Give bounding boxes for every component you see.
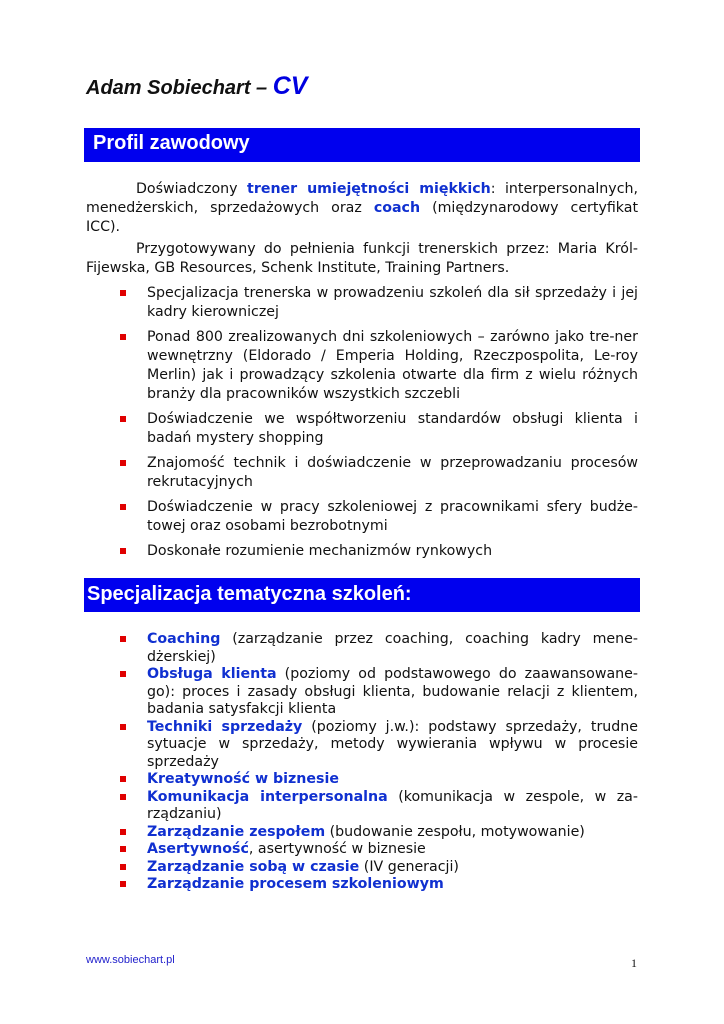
specialization-item xyxy=(118,789,638,824)
bullet-square-icon xyxy=(120,504,126,510)
specialization-title: Zarządzanie sobą w czasie xyxy=(147,858,360,875)
specialization-item xyxy=(118,719,638,772)
intro-text: Doświadczony xyxy=(136,181,248,197)
specialization-item xyxy=(118,859,638,877)
profile-bullet-item xyxy=(118,284,638,322)
intro-text: (międzynarodowy certyfikat ICC). xyxy=(86,200,639,235)
footer-website-link[interactable]: www.sobiechart.pl xyxy=(86,954,175,966)
section-heading-profile: Profil zawodowy xyxy=(84,128,640,162)
specialization-description: (budowanie zespołu, motywowanie) xyxy=(325,823,585,840)
bullet-text: Ponad 800 zrealizowanych dni szkoleniowych – zarówno jako tre-ner wewnętrzny (Eldorado / Emperia Holding, Rzeczpospolita, Le-roy Merlin) jak i prowadzący szkolenia otwarte dla firm z wielu różnych branży dla pracowników wszystkich szczebli xyxy=(147,329,638,402)
specialization-title: Asertywność xyxy=(147,841,249,857)
profile-intro-paragraph xyxy=(86,180,638,237)
specialization-item xyxy=(118,841,638,859)
specialization-item xyxy=(118,876,638,894)
bullet-square-icon xyxy=(120,548,126,554)
bullet-square-icon xyxy=(120,846,126,852)
specialization-item xyxy=(118,631,638,666)
profile-bullet-item xyxy=(118,454,638,492)
highlight-term: coach xyxy=(373,200,421,216)
profile-bullet-item xyxy=(118,498,638,536)
specialization-title: Techniki sprzedaży xyxy=(147,718,303,735)
bullet-square-icon xyxy=(120,416,126,422)
specialization-description: (poziomy od podstawowego do zaawansowane-go): proces i zasady obsługi klienta, budowanie relacji z klientem, badania satysfakcji klienta xyxy=(147,666,638,717)
profile-prepared-paragraph xyxy=(86,240,638,278)
bullet-square-icon xyxy=(120,724,126,730)
specialization-item xyxy=(118,666,638,719)
specialization-description: , asertywność w biznesie xyxy=(248,841,426,857)
bullet-text: Doświadczenie we współtworzeniu standardów obsługi klienta i badań mystery shopping xyxy=(147,411,638,446)
bullet-square-icon xyxy=(120,334,126,340)
cv-label: CV xyxy=(272,72,308,100)
highlight-term: trener umiejętności miękkich xyxy=(247,181,491,197)
bullet-text: Doskonałe rozumienie mechanizmów rynkowych xyxy=(147,543,493,559)
specialization-list xyxy=(118,631,638,894)
bullet-square-icon xyxy=(120,864,126,870)
prepared-text: Przygotowywany do pełnienia funkcji trenerskich przez: Maria Król-Fijewska, GB Resources, Schenk Institute, Training Partners. xyxy=(86,241,638,276)
specialization-title: Obsługa klienta xyxy=(147,666,277,682)
bullet-square-icon xyxy=(120,460,126,466)
specialization-title: Zarządzanie zespołem xyxy=(147,823,326,840)
specialization-item xyxy=(118,771,638,789)
bullet-square-icon xyxy=(120,794,126,800)
bullet-square-icon xyxy=(120,671,126,677)
author-name: Adam Sobiechart – xyxy=(86,77,273,99)
specialization-title: Komunikacja interpersonalna xyxy=(147,788,388,805)
bullet-text: Doświadczenie w pracy szkoleniowej z pracownikami sfery budże-towej oraz osobami bezrobotnymi xyxy=(147,499,638,534)
section-heading-specialization: Specjalizacja tematyczna szkoleń: xyxy=(84,578,640,612)
bullet-square-icon xyxy=(120,776,126,782)
specialization-item xyxy=(118,824,638,842)
bullet-text: Znajomość technik i doświadczenie w przeprowadzaniu procesów rekrutacyjnych xyxy=(147,455,638,490)
profile-bullet-item xyxy=(118,542,638,561)
page-number: 1 xyxy=(631,956,637,970)
document-title xyxy=(86,72,307,101)
specialization-title: Kreatywność w biznesie xyxy=(147,771,339,787)
intro-text: : interpersonalnych, menedżerskich, sprzedażowych oraz xyxy=(86,181,638,216)
profile-bullet-list xyxy=(118,284,638,567)
specialization-title: Coaching xyxy=(147,631,221,647)
profile-bullet-item xyxy=(118,328,638,404)
specialization-description: (poziomy j.w.): podstawy sprzedaży, trudne sytuacje w sprzedaży, metody wywierania wpływu w procesie sprzedaży xyxy=(147,718,638,770)
profile-bullet-item xyxy=(118,410,638,448)
specialization-title: Zarządzanie procesem szkoleniowym xyxy=(147,876,444,892)
bullet-square-icon xyxy=(120,829,126,835)
bullet-text: Specjalizacja trenerska w prowadzeniu szkoleń dla sił sprzedaży i jej kadry kierowniczej xyxy=(147,285,638,320)
bullet-square-icon xyxy=(120,881,126,887)
bullet-square-icon xyxy=(120,290,126,296)
specialization-description: (zarządzanie przez coaching, coaching kadry mene-dżerskiej) xyxy=(147,631,638,665)
specialization-description: (IV generacji) xyxy=(359,858,459,875)
bullet-square-icon xyxy=(120,636,126,642)
specialization-description: (komunikacja w zespole, w za-rządzaniu) xyxy=(147,788,638,822)
